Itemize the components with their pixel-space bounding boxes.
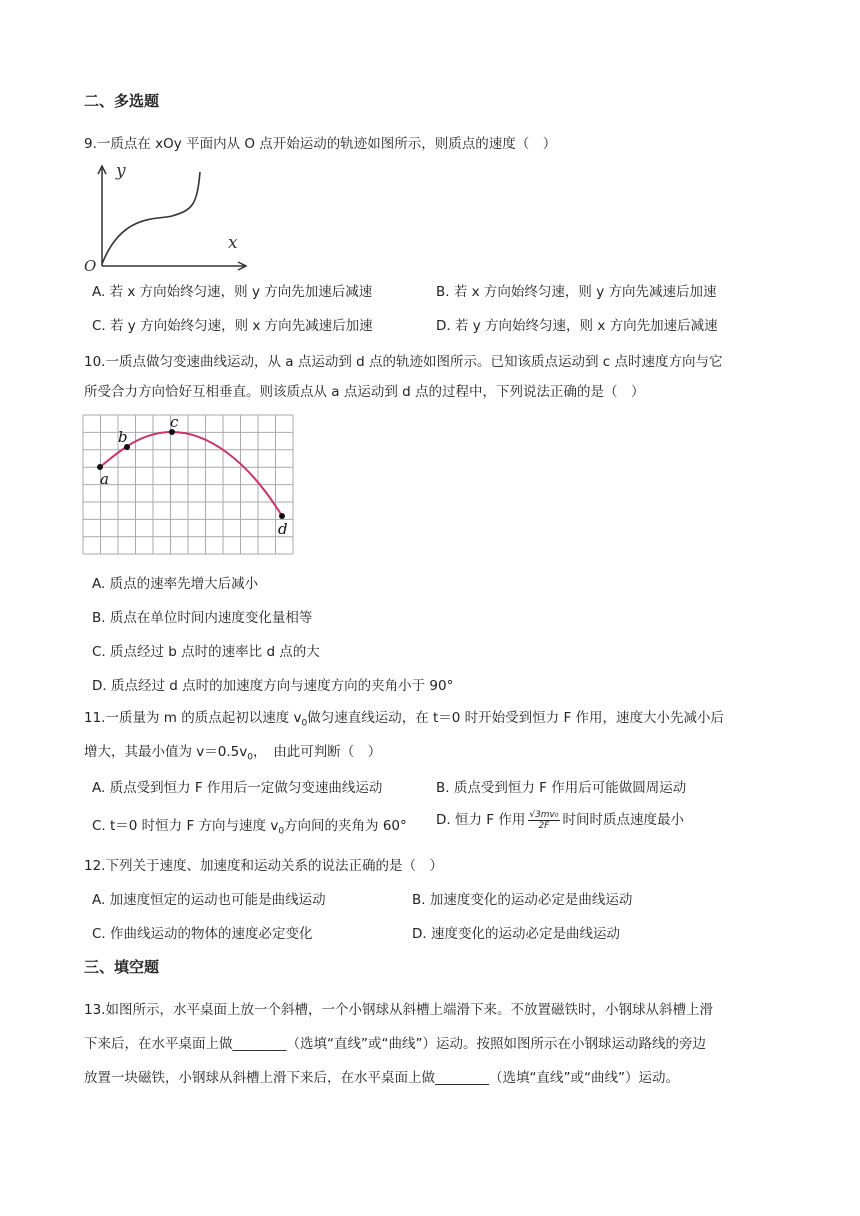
question-11-line-1-subscript: 0 (301, 718, 308, 729)
label-a: a (100, 470, 109, 488)
question-9-option-b: B. 若 x 方向始终匀速，则 y 方向先减速后加速 (436, 284, 717, 300)
question-12-text: 12.下列关于速度、加速度和运动关系的说法正确的是（ ） (84, 858, 443, 874)
question-11-option-c (92, 814, 407, 837)
question-11-option-a: A. 质点受到恒力 F 作用后一定做匀变速曲线运动 (92, 780, 383, 796)
question-11-option-c-part-b: 方向间的夹角为 60° (284, 818, 407, 834)
origin-label: O (84, 257, 97, 273)
question-12-option-b: B. 加速度变化的运动必定是曲线运动 (412, 892, 633, 908)
question-10-text-line-1: 10.一质点做匀变速曲线运动，从 a 点运动到 d 点的轨迹如图所示。已知该质点运动到 c 点时速度方向与它 (84, 354, 723, 370)
question-11-line-1-part-b: 做匀速直线运动，在 t＝0 时开始受到恒力 F 作用，速度大小先减小后 (307, 710, 725, 726)
question-13-text-line-2: 下来后，在水平桌面上做________（选填“直线”或“曲线”）运动。按照如图所示在小钢球运动路线的旁边 (84, 1036, 706, 1052)
question-11-line-1-part-a: 11.一质量为 m 的质点起初以速度 v (84, 710, 302, 726)
fraction-sqrt3-m-v0-over-2f (528, 810, 559, 831)
question-13-text-line-1: 13.如图所示，水平桌面上放一个斜槽，一个小钢球从斜槽上端滑下来。不放置磁铁时，小钢球从斜槽上滑 (84, 1002, 713, 1018)
question-9-option-c: C. 若 y 方向始终匀速，则 x 方向先减速后加速 (92, 318, 373, 334)
question-11-option-d-part-b: 时间时质点速度最小 (562, 812, 684, 828)
question-11-text-line-1 (84, 706, 724, 729)
question-11-line-2-part-a: 增大，其最小值为 v＝0.5v (84, 744, 248, 760)
question-13-text-line-3: 放置一块磁铁，小钢球从斜槽上滑下来后，在水平桌面上做________（选填“直线”或“曲线”）运动。 (84, 1070, 679, 1086)
question-11-line-2-part-b: ， 由此可判断（ ） (252, 744, 382, 760)
section-heading-multiple-choice: 二、多选题 (84, 92, 160, 110)
question-11-option-d-part-a: D. 恒力 F 作用 (436, 812, 526, 828)
question-11-option-d (436, 808, 684, 831)
label-d: d (278, 520, 288, 538)
question-10-text-line-2: 所受合力方向恰好互相垂直。则该质点从 a 点运动到 d 点的过程中，下列说法正确的是（ ） (84, 384, 645, 400)
fraction-denominator: 2F (538, 820, 550, 831)
question-11-text-line-2 (84, 740, 381, 763)
fraction-numerator: √3mv₀ (529, 809, 559, 820)
grid-lines (83, 415, 293, 554)
y-axis-label: y (116, 161, 126, 181)
question-9-trajectory-figure (82, 158, 252, 273)
question-12-option-a: A. 加速度恒定的运动也可能是曲线运动 (92, 892, 326, 908)
question-9-option-d: D. 若 y 方向始终匀速，则 x 方向先加速后减速 (436, 318, 718, 334)
question-10-option-a: A. 质点的速率先增大后减小 (92, 576, 259, 592)
question-10-option-d: D. 质点经过 d 点时的加速度方向与速度方向的夹角小于 90° (92, 678, 454, 694)
question-9-option-a: A. 若 x 方向始终匀速，则 y 方向先加速后减速 (92, 284, 373, 300)
question-11-option-b: B. 质点受到恒力 F 作用后可能做圆周运动 (436, 780, 687, 796)
point-d (279, 513, 285, 519)
question-10-grid-figure (82, 414, 296, 556)
question-11-line-2-subscript: 0 (247, 752, 253, 763)
x-axis-label: x (228, 233, 238, 253)
question-9-text: 9.一质点在 xOy 平面内从 O 点开始运动的轨迹如图所示，则质点的速度（ ） (84, 136, 557, 152)
trajectory-curve (102, 172, 200, 264)
question-12-option-d: D. 速度变化的运动必定是曲线运动 (412, 926, 620, 942)
question-10-option-c: C. 质点经过 b 点时的速率比 d 点的大 (92, 644, 320, 660)
label-b: b (118, 428, 128, 446)
question-12-option-c: C. 作曲线运动的物体的速度必定变化 (92, 926, 313, 942)
question-11-option-c-subscript: 0 (278, 826, 285, 837)
label-c: c (170, 414, 179, 431)
question-11-option-c-part-a: C. t＝0 时恒力 F 方向与速度 v (92, 818, 279, 834)
section-heading-fill-in-blank: 三、填空题 (84, 958, 160, 976)
question-10-option-b: B. 质点在单位时间内速度变化量相等 (92, 610, 313, 626)
